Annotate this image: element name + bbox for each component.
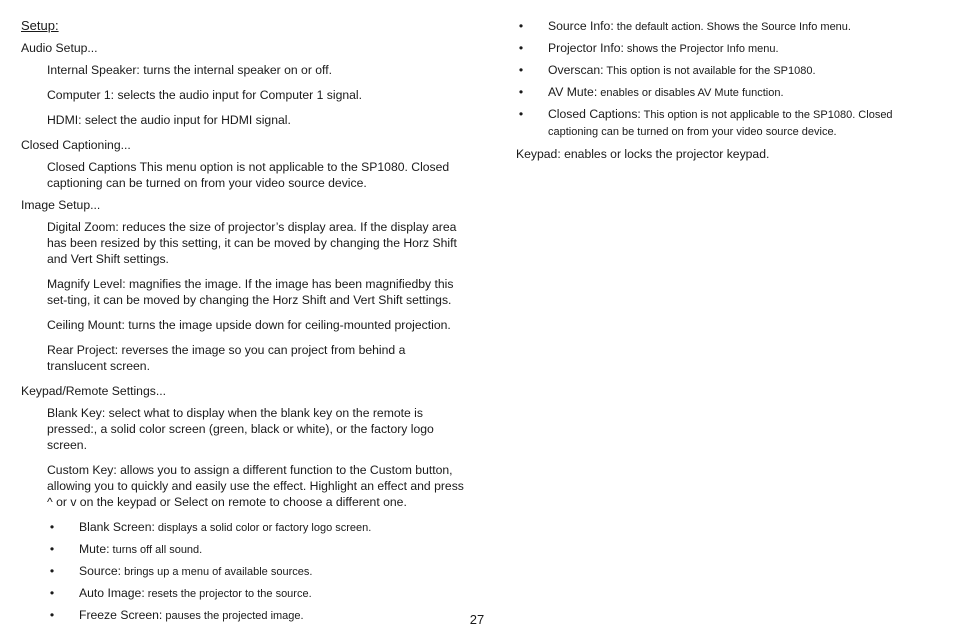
audio-setup-heading: Audio Setup... (21, 41, 98, 55)
image-item-digital-zoom: Digital Zoom: reduces the size of projector’s display area. If the display area has been resized by this setting, it can be moved by changing the Horz Shift and Vert Shift settings. (47, 220, 457, 266)
bullet-term: Freeze Screen: (79, 608, 163, 622)
bullet-desc: This option is not applicable to the SP1080. Closed captioning can be turned on from your video source device. (548, 109, 893, 138)
right-bullet-list (516, 18, 906, 140)
list-item (21, 541, 467, 558)
bullet-term: Auto Image: (79, 586, 145, 600)
bullet-icon: • (49, 586, 55, 600)
audio-item-internal-speaker: Internal Speaker: turns the internal speaker on or off. (47, 63, 332, 77)
bullet-term: AV Mute: (548, 85, 598, 99)
closed-captions-item: Closed Captions This menu option is not applicable to the SP1080. Closed captioning can be turned on from your video source device. (47, 160, 450, 190)
bullet-desc: the default action. Shows the Source Info menu. (613, 21, 851, 33)
bullet-term: Projector Info: (548, 41, 624, 55)
keypad-lock-line: Keypad: enables or locks the projector keypad. (516, 147, 770, 161)
right-column (516, 18, 906, 168)
bullet-term: Blank Screen: (79, 520, 155, 534)
bullet-icon: • (49, 520, 55, 534)
bullet-term: Overscan: (548, 63, 604, 77)
bullet-desc: shows the Projector Info menu. (623, 43, 779, 55)
bullet-icon: • (518, 85, 524, 99)
bullet-desc: pauses the projected image. (162, 610, 304, 622)
audio-item-computer-1: Computer 1: selects the audio input for Computer 1 signal. (47, 88, 363, 102)
list-item (516, 106, 906, 140)
closed-captioning-heading: Closed Captioning... (21, 138, 131, 152)
bullet-desc: turns off all sound. (109, 544, 203, 556)
bullet-term: Mute: (79, 542, 110, 556)
list-item (516, 18, 906, 35)
bullet-desc: displays a solid color or factory logo screen. (154, 522, 372, 534)
list-item (516, 84, 906, 101)
image-item-rear-project: Rear Project: reverses the image so you can project from behind a translucent screen. (47, 343, 406, 373)
bullet-icon: • (49, 542, 55, 556)
image-item-ceiling-mount: Ceiling Mount: turns the image upside down for ceiling-mounted projection. (47, 318, 451, 332)
list-item (21, 519, 467, 536)
list-item (21, 563, 467, 580)
bullet-term: Source Info: (548, 19, 614, 33)
bullet-icon: • (518, 107, 524, 121)
bullet-term: Source: (79, 564, 122, 578)
bullet-desc: enables or disables AV Mute function. (597, 87, 784, 99)
bullet-icon: • (518, 63, 524, 77)
keypad-remote-heading: Keypad/Remote Settings... (21, 384, 166, 398)
keypad-item-blank-key: Blank Key: select what to display when the blank key on the remote is pressed:, a solid color screen (green, black or white), or the factory logo screen. (47, 406, 434, 452)
bullet-desc: resets the projector to the source. (144, 588, 312, 600)
keypad-item-custom-key: Custom Key: allows you to assign a different function to the Custom button, allowing you to quickly and easily use the effect. Highlight an effect and press ^ or v on the keypad or Select on remote to choose a different one. (47, 463, 464, 509)
page-number: 27 (469, 612, 485, 627)
bullet-icon: • (49, 564, 55, 578)
image-setup-heading: Image Setup... (21, 198, 101, 212)
bullet-desc: brings up a menu of available sources. (121, 566, 313, 578)
list-item (21, 585, 467, 602)
bullet-icon: • (49, 608, 55, 622)
list-item (516, 40, 906, 57)
bullet-desc: This option is not available for the SP1080. (603, 65, 816, 77)
bullet-icon: • (518, 41, 524, 55)
list-item (516, 62, 906, 79)
custom-key-bullet-list (21, 519, 467, 624)
image-item-magnify-level: Magnify Level: magnifies the image. If the image has been magnifiedby this set-ting, it can be moved by changing the Horz Shift and Vert Shift settings. (47, 277, 454, 307)
left-column (21, 18, 467, 629)
bullet-icon: • (518, 19, 524, 33)
bullet-term: Closed Captions: (548, 107, 641, 121)
audio-item-hdmi: HDMI: select the audio input for HDMI signal. (47, 113, 291, 127)
setup-title: Setup: (21, 18, 59, 33)
